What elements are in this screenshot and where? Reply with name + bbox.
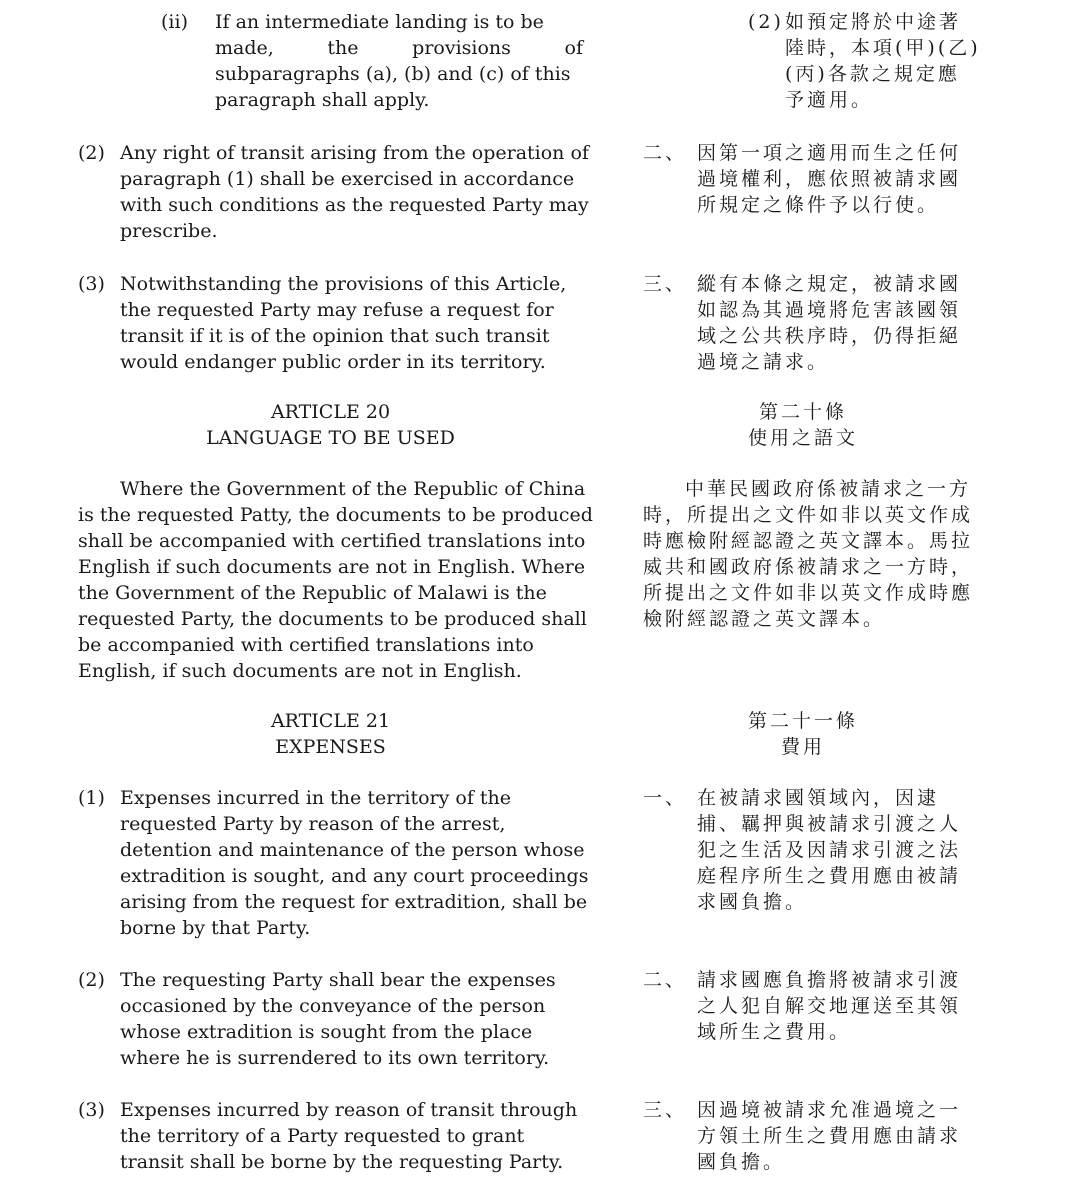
text-line: transit shall be borne by the requesting Party. <box>120 1151 564 1173</box>
text-line: 域之公共秩序時，仍得拒絕 <box>697 325 962 347</box>
chinese-paragraph-2-text <box>697 140 977 218</box>
chinese-paragraph-3-text <box>697 271 977 375</box>
text-line: English, if such documents are not in English. <box>78 660 522 682</box>
article-number: ARTICLE 20 <box>270 401 391 423</box>
text-line: arising from the request for extradition, shall be <box>120 891 588 913</box>
text-line: 因第一項之適用而生之任何 <box>697 142 962 164</box>
text-line: requested Party, the documents to be produced shall <box>78 608 587 630</box>
text-line: paragraph (1) shall be exercised in accordance <box>120 168 575 190</box>
text-line: 中華民國政府係被請求之一方 <box>685 478 972 500</box>
text-line: 過境權利，應依照被請求國 <box>697 168 962 190</box>
text-line: 方領土所生之費用應由請求 <box>697 1125 962 1147</box>
article-title: 使用之語文 <box>747 427 858 449</box>
text-line: The requesting Party shall bear the expenses <box>120 969 556 991</box>
text-line: 因過境被請求允准過境之一 <box>697 1099 962 1121</box>
text-line: occasioned by the conveyance of the person <box>120 995 546 1017</box>
text-line: 之人犯自解交地運送至其領 <box>697 995 962 1017</box>
text-line: 庭程序所生之費用應由被請 <box>697 865 962 887</box>
paragraph-marker: (2) <box>78 969 105 991</box>
paragraph-marker: (2) <box>78 142 105 164</box>
chinese-article-21-heading <box>643 708 963 760</box>
text-line: 予適用。 <box>785 89 874 111</box>
paragraph-marker: 一、 <box>643 787 688 809</box>
article-21-paragraph-2-text <box>120 967 583 1071</box>
text-line: borne by that Party. <box>120 917 311 939</box>
text-line: 時應檢附經認證之英文譯本。馬拉 <box>643 530 974 552</box>
text-line: 縱有本條之規定，被請求國 <box>697 273 962 295</box>
text-line: the requested Party may refuse a request for <box>120 299 554 321</box>
text-line: English if such documents are not in English. Where <box>78 556 586 578</box>
chinese-article-20-heading <box>643 399 963 451</box>
text-line: the territory of a Party requested to grant <box>120 1125 525 1147</box>
text-line: is the requested Patty, the documents to be produced <box>78 504 593 526</box>
article-number: 第二十條 <box>758 401 847 423</box>
article-21-heading <box>78 708 583 760</box>
text-line: 威共和國政府係被請求之一方時， <box>643 556 974 578</box>
text-line: 如預定將於中途著 <box>785 11 962 33</box>
text-line: 犯之生活及因請求引渡之法 <box>697 839 962 861</box>
text-line: Any right of transit arising from the operation of <box>120 142 589 164</box>
article-title: EXPENSES <box>275 736 386 758</box>
chinese-article-21-paragraph-3-text <box>697 1097 977 1175</box>
text-line: transit if it is of the opinion that such transit <box>120 325 550 347</box>
text-line: shall be accompanied with certified translations into <box>78 530 586 552</box>
chinese-article-21-paragraph-1-text <box>697 785 977 915</box>
subparagraph-marker: (2) <box>748 11 784 33</box>
text-line: 所提出之文件如非以英文作成時應 <box>643 582 974 604</box>
text-line: Expenses incurred by reason of transit through <box>120 1099 578 1121</box>
paragraph-marker: 三、 <box>643 1099 688 1121</box>
text-line: 檢附經認證之英文譯本。 <box>643 608 886 630</box>
paragraph-3-text <box>120 271 583 375</box>
text-line: with such conditions as the requested Party may <box>120 194 589 216</box>
text-line: Notwithstanding the provisions of this Article, <box>120 273 567 295</box>
paragraph-marker: 三、 <box>643 273 688 295</box>
text-line: would endanger public order in its territory. <box>120 351 546 373</box>
article-number: 第二十一條 <box>747 710 858 732</box>
text-line: prescribe. <box>120 220 218 242</box>
text-line: 陸時，本項(甲)(乙) <box>785 37 981 59</box>
paragraph-marker: (1) <box>78 787 105 809</box>
text-line: where he is surrendered to its own territory. <box>120 1047 550 1069</box>
paragraph-marker: 二、 <box>643 142 688 164</box>
paragraph-2-text <box>120 140 589 244</box>
text-line: made, the provisions of <box>215 37 583 59</box>
text-line: subparagraphs (a), (b) and (c) of this <box>215 63 571 85</box>
text-line: Where the Government of the Republic of China <box>120 478 586 500</box>
text-line: 捕、羈押與被請求引渡之人 <box>697 813 962 835</box>
text-line: whose extradition is sought from the place <box>120 1021 533 1043</box>
chinese-article-20-body <box>643 476 973 632</box>
text-line: 時，所提出之文件如非以英文作成 <box>643 504 974 526</box>
subparagraph-marker: (ii) <box>161 11 188 33</box>
text-line: 請求國應負擔將被請求引渡 <box>697 969 962 991</box>
article-21-paragraph-3-text <box>120 1097 583 1175</box>
subparagraph-ii-text <box>215 9 583 113</box>
text-line: the Government of the Republic of Malawi is the <box>78 582 547 604</box>
text-line: extradition is sought, and any court proceedings <box>120 865 589 887</box>
text-line: Expenses incurred in the territory of the <box>120 787 512 809</box>
article-title: 費用 <box>780 736 825 758</box>
article-20-body <box>78 476 593 684</box>
paragraph-marker: (3) <box>78 273 105 295</box>
text-line: If an intermediate landing is to be <box>215 11 544 33</box>
chinese-subparagraph-text <box>785 9 981 113</box>
text-line: 域所生之費用。 <box>697 1021 852 1043</box>
text-line: 過境之請求。 <box>697 351 830 373</box>
text-line: be accompanied with certified translations into <box>78 634 534 656</box>
text-line: 如認為其過境將危害該國領 <box>697 299 962 321</box>
article-title: LANGUAGE TO BE USED <box>206 427 455 449</box>
text-line: 國負擔。 <box>697 1151 786 1173</box>
paragraph-marker: 二、 <box>643 969 688 991</box>
paragraph-marker: (3) <box>78 1099 105 1121</box>
article-number: ARTICLE 21 <box>270 710 391 732</box>
text-line: detention and maintenance of the person whose <box>120 839 585 861</box>
text-line: 在被請求國領域內，因逮 <box>697 787 940 809</box>
text-line: 求國負擔。 <box>697 891 808 913</box>
article-21-paragraph-1-text <box>120 785 589 941</box>
chinese-article-21-paragraph-2-text <box>697 967 977 1045</box>
text-line: (丙)各款之規定應 <box>785 63 960 85</box>
text-line: requested Party by reason of the arrest, <box>120 813 506 835</box>
text-line: paragraph shall apply. <box>215 89 430 111</box>
text-line: 所規定之條件予以行使。 <box>697 194 940 216</box>
article-20-heading <box>78 399 583 451</box>
